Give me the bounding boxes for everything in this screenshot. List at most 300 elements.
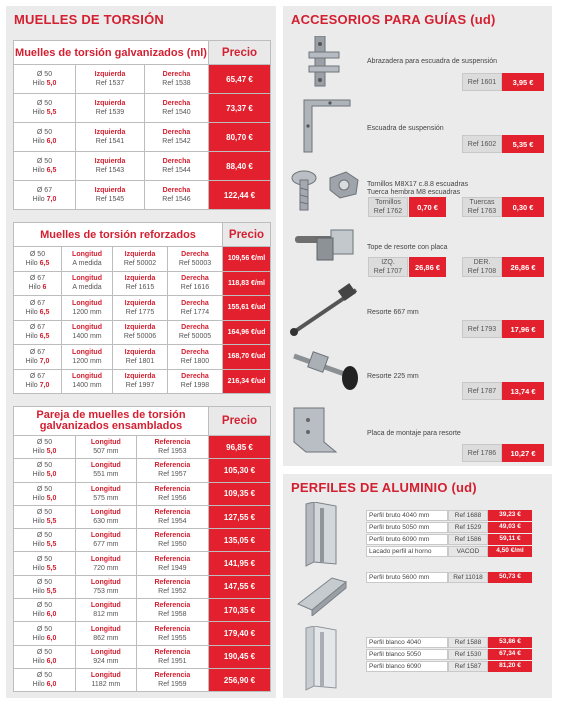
right-ref: Ref 1546 <box>162 196 191 203</box>
ref-cell <box>136 575 208 598</box>
right-ref-cell <box>167 320 222 345</box>
wire-label: Hilo <box>32 196 45 203</box>
wire-value: 5,5 <box>46 564 57 572</box>
left-ref-cell <box>113 320 168 345</box>
ref-value: Ref 1955 <box>158 634 187 642</box>
ref-label: DER. <box>473 259 491 266</box>
diameter-cell <box>14 668 76 691</box>
accessory-ref-nuts <box>462 197 502 217</box>
length-value: 1400 mm <box>72 382 102 390</box>
diameter: Ø 50 <box>36 129 53 136</box>
price-cell: 179,40 € <box>209 622 271 645</box>
ref-value: Ref 1958 <box>158 611 187 619</box>
spring-stop-image <box>293 228 361 268</box>
length-cell <box>76 575 137 598</box>
table-row <box>14 271 271 296</box>
table-header: Muelles de torsión galvanizados (ml) <box>14 41 209 65</box>
bolts-nuts-image <box>290 168 362 214</box>
profile-name: Perfil bruto 5600 mm <box>366 572 448 583</box>
wire-value: 6,0 <box>46 138 57 145</box>
price-cell: 118,83 €/ml <box>223 271 271 296</box>
profile-row <box>366 510 532 521</box>
right-label: Derecha <box>181 275 209 283</box>
ref-cell <box>136 599 208 622</box>
wire-value: 5,5 <box>46 109 57 116</box>
table-row <box>14 459 271 482</box>
length-label: Longitud <box>90 672 121 680</box>
left-ref: Ref 1539 <box>95 109 125 116</box>
length-cell <box>76 436 137 459</box>
diameter-cell <box>14 271 62 296</box>
accessory-label-2: Tuerca hembra M8 escuadras <box>367 189 461 196</box>
accessory-ref: Ref 1786 <box>462 444 502 462</box>
diameter-cell <box>14 436 76 459</box>
left-ref: Ref 1801 <box>125 357 155 365</box>
table-row <box>14 152 271 181</box>
price-cell: 256,90 € <box>209 668 271 691</box>
accessory-price: 5,35 € <box>502 135 544 153</box>
diameter: Ø 67 <box>29 348 46 356</box>
ref-value: Ref 1708 <box>467 268 497 275</box>
left-ref: Ref 1543 <box>95 167 125 174</box>
length-cell <box>76 668 137 691</box>
wire-label: Hilo <box>32 587 45 595</box>
price-header: Precio <box>209 407 271 436</box>
length-value: 1400 mm <box>72 333 102 341</box>
left-ref-cell <box>76 65 145 94</box>
mounting-plate-image <box>292 406 338 456</box>
table-row <box>14 529 271 552</box>
table-row <box>14 436 271 459</box>
accessory-label: Tornillos M8X17 c.8.8 escuadras <box>367 181 469 188</box>
profile-ref: Ref 11018 <box>448 572 488 583</box>
diameter: Ø 50 <box>36 625 53 633</box>
table-row <box>14 505 271 528</box>
accessory-label: Abrazadera para escuadra de suspensión <box>367 58 497 65</box>
ref-label: Referencia <box>154 555 191 563</box>
diameter: Ø 50 <box>29 250 46 258</box>
wire-value: 7,0 <box>46 196 57 203</box>
diameter-cell <box>14 320 62 345</box>
price-cell: 105,30 € <box>209 459 271 482</box>
length-label: Longitud <box>90 602 121 610</box>
length-label: Longitud <box>90 439 121 447</box>
diameter: Ø 50 <box>36 509 53 517</box>
wire-value: 6,0 <box>46 657 57 665</box>
section-title: MUELLES DE TORSIÓN <box>14 12 164 27</box>
right-ref: Ref 1538 <box>162 80 191 87</box>
wire-value: 6,5 <box>39 333 50 341</box>
length-value: 753 mm <box>93 587 119 595</box>
wire-label: Hilo <box>25 259 38 267</box>
wire-value: 6 <box>42 284 47 292</box>
accessory-ref-bolts <box>368 197 408 217</box>
wire-label: Hilo <box>32 109 45 116</box>
right-ref: Ref 1998 <box>180 382 210 390</box>
wire-label: Hilo <box>32 138 45 145</box>
table-row <box>14 320 271 345</box>
accessory-ref-left <box>368 257 408 277</box>
profile-name: Perfil blanco 4040 <box>366 637 448 648</box>
length-label: Longitud <box>72 275 102 283</box>
left-label: Izquierda <box>124 373 156 381</box>
left-ref-cell <box>113 369 168 394</box>
profile-name: Perfil bruto 4040 mm <box>366 510 448 521</box>
price-header: Precio <box>209 41 271 65</box>
ref-cell <box>136 482 208 505</box>
wire-value: 6,5 <box>46 167 57 174</box>
wire-label: Hilo <box>32 448 45 456</box>
left-label: Izquierda <box>124 275 156 283</box>
length-value: 551 mm <box>93 471 119 479</box>
diameter-cell <box>14 181 76 210</box>
length-cell <box>62 369 113 394</box>
right-ref-cell <box>145 181 209 210</box>
diameter-cell <box>14 459 76 482</box>
accessory-price: 26,86 € <box>409 257 446 277</box>
profile-name: Perfil bruto 5050 mm <box>366 522 448 533</box>
ref-value: Ref 1763 <box>467 208 497 215</box>
right-ref-cell <box>167 296 222 321</box>
right-ref: Ref 50005 <box>178 333 212 341</box>
accessory-price: 0,70 € <box>409 197 446 217</box>
diameter: Ø 67 <box>29 299 46 307</box>
right-ref: Ref 1800 <box>180 357 210 365</box>
accessory-label: Tope de resorte con placa <box>367 244 448 251</box>
wire-value: 5,0 <box>46 448 57 456</box>
ref-label: Tuercas <box>469 199 495 206</box>
left-ref-cell <box>76 152 145 181</box>
ref-value: Ref 1957 <box>158 471 187 479</box>
left-label: Izquierda <box>124 250 156 258</box>
left-ref-cell <box>113 296 168 321</box>
right-label: Derecha <box>162 129 191 136</box>
diameter: Ø 67 <box>29 275 46 283</box>
profile-price: 81,20 € <box>488 661 532 672</box>
diameter: Ø 50 <box>36 672 53 680</box>
ref-value: Ref 1707 <box>373 268 403 275</box>
profile-name: Perfil blanco 5050 <box>366 649 448 660</box>
length-cell <box>62 345 113 370</box>
wire-label: Hilo <box>25 357 38 365</box>
ref-label: Tornillos <box>375 199 401 206</box>
length-cell <box>76 482 137 505</box>
spring-667-image <box>288 282 364 338</box>
price-cell: 147,55 € <box>209 575 271 598</box>
table-row <box>14 345 271 370</box>
ref-cell <box>136 529 208 552</box>
ref-cell <box>136 622 208 645</box>
diameter-cell <box>14 65 76 94</box>
wire-value: 5,5 <box>46 518 57 526</box>
diameter-cell <box>14 529 76 552</box>
length-label: Longitud <box>72 324 102 332</box>
accessory-price: 10,27 € <box>502 444 544 462</box>
diameter-cell <box>14 552 76 575</box>
price-cell: 135,05 € <box>209 529 271 552</box>
spring-225-image <box>290 348 364 396</box>
length-value: 1200 mm <box>72 308 102 316</box>
ref-label: IZQ. <box>381 259 395 266</box>
diameter-cell <box>14 482 76 505</box>
section-title: ACCESORIOS PARA GUÍAS (ud) <box>291 12 496 27</box>
right-ref-cell <box>167 271 222 296</box>
length-value: 924 mm <box>93 657 119 665</box>
accessory-ref: Ref 1601 <box>462 73 502 91</box>
length-cell <box>62 320 113 345</box>
diameter: Ø 50 <box>36 648 53 656</box>
length-label: Longitud <box>72 299 102 307</box>
profile-price: 4,50 €/ml <box>488 546 532 557</box>
accessory-ref: Ref 1793 <box>462 320 502 338</box>
profile-price: 49,03 € <box>488 522 532 533</box>
section-title: PERFILES DE ALUMINIO (ud) <box>291 480 477 495</box>
length-label: Longitud <box>72 373 102 381</box>
ref-value: Ref 1951 <box>158 657 187 665</box>
ref-label: Referencia <box>154 485 191 493</box>
profile-name: Perfil blanco 6090 <box>366 661 448 672</box>
profile-row <box>366 637 532 648</box>
table-row <box>14 247 271 272</box>
diameter: Ø 50 <box>36 555 53 563</box>
diameter-cell <box>14 505 76 528</box>
wire-label: Hilo <box>32 681 45 689</box>
wire-label: Hilo <box>32 80 45 87</box>
ref-label: Referencia <box>154 532 191 540</box>
wire-value: 7,0 <box>39 357 50 365</box>
left-label: Izquierda <box>124 324 156 332</box>
length-cell <box>76 552 137 575</box>
diameter-cell <box>14 575 76 598</box>
wire-value: 6,0 <box>46 611 57 619</box>
length-label: Longitud <box>90 555 121 563</box>
diameter: Ø 50 <box>36 439 53 447</box>
length-label: Longitud <box>90 509 121 517</box>
diameter: Ø 50 <box>36 485 53 493</box>
length-value: 862 mm <box>93 634 119 642</box>
length-label: Longitud <box>90 485 121 493</box>
accessory-label: Placa de montaje para resorte <box>367 430 461 437</box>
right-label: Derecha <box>181 299 209 307</box>
profile-name: Lacado perfil al horno <box>366 546 448 557</box>
left-ref-cell <box>76 94 145 123</box>
wire-label: Hilo <box>32 494 45 502</box>
left-ref-cell <box>76 181 145 210</box>
profile-price: 50,73 € <box>488 572 532 583</box>
length-cell <box>62 296 113 321</box>
profile-row <box>366 649 532 660</box>
ref-label: Referencia <box>154 509 191 517</box>
ref-label: Referencia <box>154 462 191 470</box>
ref-cell <box>136 668 208 691</box>
length-cell <box>76 599 137 622</box>
left-ref: Ref 1545 <box>95 196 125 203</box>
table-row <box>14 645 271 668</box>
diameter-cell <box>14 247 62 272</box>
diameter: Ø 50 <box>36 462 53 470</box>
wire-value: 6,5 <box>39 308 50 316</box>
length-label: Longitud <box>90 462 121 470</box>
length-value: 677 mm <box>93 541 119 549</box>
wire-value: 6,0 <box>46 634 57 642</box>
price-cell: 190,45 € <box>209 645 271 668</box>
wire-label: Hilo <box>32 564 45 572</box>
length-label: Longitud <box>90 532 121 540</box>
length-cell <box>62 247 113 272</box>
wire-label: Hilo <box>32 541 45 549</box>
left-label: Izquierda <box>94 129 126 136</box>
profile-image-5600 <box>296 574 348 616</box>
profile-row <box>366 522 532 533</box>
right-ref-cell <box>145 65 209 94</box>
right-ref-cell <box>145 123 209 152</box>
ref-value: Ref 1953 <box>158 448 187 456</box>
price-cell: 73,37 € <box>209 94 271 123</box>
price-cell: 216,34 €/ud <box>223 369 271 394</box>
ref-label: Referencia <box>154 578 191 586</box>
length-cell <box>76 459 137 482</box>
right-ref: Ref 1540 <box>162 109 191 116</box>
wire-label: Hilo <box>32 634 45 642</box>
diameter: Ø 50 <box>36 71 53 78</box>
price-cell: 109,56 €/ml <box>223 247 271 272</box>
accessory-label: Escuadra de suspensión <box>367 125 444 132</box>
table-row <box>14 622 271 645</box>
suspension-bracket-image <box>300 96 352 154</box>
bracket-clamp-image <box>303 36 345 88</box>
diameter-cell <box>14 152 76 181</box>
right-ref-cell <box>145 152 209 181</box>
price-cell: 155,61 €/ud <box>223 296 271 321</box>
price-header: Precio <box>223 223 271 247</box>
left-ref: Ref 1997 <box>125 382 155 390</box>
accessory-price: 26,86 € <box>502 257 544 277</box>
price-cell: 88,40 € <box>209 152 271 181</box>
length-label: Longitud <box>72 348 102 356</box>
wire-label: Hilo <box>32 518 45 526</box>
ref-value: Ref 1949 <box>158 564 187 572</box>
left-ref: Ref 1541 <box>95 138 125 145</box>
diameter: Ø 50 <box>36 532 53 540</box>
left-label: Izquierda <box>94 71 126 78</box>
diameter: Ø 50 <box>36 578 53 586</box>
wire-label: Hilo <box>25 308 38 316</box>
diameter: Ø 67 <box>29 324 46 332</box>
wire-label: Hilo <box>28 284 41 292</box>
profile-image-raw <box>296 502 344 568</box>
accessory-label: Resorte 667 mm <box>367 309 419 316</box>
length-value: 507 mm <box>93 448 119 456</box>
wire-label: Hilo <box>32 471 45 479</box>
ref-label: Referencia <box>154 602 191 610</box>
right-ref-cell <box>167 345 222 370</box>
price-cell: 96,85 € <box>209 436 271 459</box>
wire-value: 5,5 <box>46 587 57 595</box>
right-ref: Ref 1544 <box>162 167 191 174</box>
left-ref: Ref 50002 <box>123 259 157 267</box>
ref-value: Ref 1762 <box>373 208 403 215</box>
length-value: 1182 mm <box>91 681 121 689</box>
length-value: 812 mm <box>93 611 119 619</box>
diameter-cell <box>14 645 76 668</box>
length-cell <box>76 622 137 645</box>
ref-label: Referencia <box>154 672 191 680</box>
profile-price: 59,11 € <box>488 534 532 545</box>
right-label: Derecha <box>181 348 209 356</box>
ref-value: Ref 1954 <box>158 518 187 526</box>
right-label: Derecha <box>181 373 209 381</box>
wire-label: Hilo <box>25 333 38 341</box>
length-value: A medida <box>72 284 102 292</box>
right-ref: Ref 1774 <box>180 308 210 316</box>
left-ref-cell <box>113 247 168 272</box>
right-label: Derecha <box>162 158 191 165</box>
left-ref: Ref 1775 <box>125 308 155 316</box>
profile-image-white <box>296 626 344 692</box>
diameter-cell <box>14 123 76 152</box>
length-label: Longitud <box>90 625 121 633</box>
profile-ref: Ref 1530 <box>448 649 488 660</box>
wire-label: Hilo <box>32 657 45 665</box>
accessory-ref: Ref 1602 <box>462 135 502 153</box>
left-ref-cell <box>76 123 145 152</box>
profile-row <box>366 661 532 672</box>
length-value: 1200 mm <box>72 357 102 365</box>
price-cell: 170,35 € <box>209 599 271 622</box>
left-ref-cell <box>113 345 168 370</box>
price-cell: 127,55 € <box>209 505 271 528</box>
length-label: Longitud <box>72 250 102 258</box>
ref-label: Referencia <box>154 648 191 656</box>
price-cell: 141,95 € <box>209 552 271 575</box>
profile-price: 39,23 € <box>488 510 532 521</box>
wire-value: 5,0 <box>46 494 57 502</box>
table-header: Muelles de torsión reforzados <box>14 223 223 247</box>
right-label: Derecha <box>162 71 191 78</box>
torsion-springs-panel <box>6 6 276 698</box>
table-row <box>14 123 271 152</box>
length-cell <box>76 529 137 552</box>
right-label: Derecha <box>162 187 191 194</box>
left-label: Izquierda <box>94 158 126 165</box>
length-value: 575 mm <box>93 494 119 502</box>
accessory-ref-right <box>462 257 502 277</box>
table-row <box>14 668 271 691</box>
price-cell: 80,70 € <box>209 123 271 152</box>
right-ref-cell <box>167 369 222 394</box>
table-row <box>14 94 271 123</box>
ref-label: Referencia <box>154 439 191 447</box>
right-label: Derecha <box>162 100 191 107</box>
assembled-springs-table <box>13 406 271 692</box>
diameter: Ø 50 <box>36 602 53 610</box>
length-label: Longitud <box>90 648 121 656</box>
ref-value: Ref 1959 <box>158 681 187 689</box>
right-ref: Ref 1616 <box>180 284 210 292</box>
table-header: Pareja de muelles de torsión galvanizados ensamblados <box>14 407 209 436</box>
accessory-price: 13,74 € <box>502 382 544 400</box>
ref-value: Ref 1956 <box>158 494 187 502</box>
table-row <box>14 369 271 394</box>
length-value: 630 mm <box>93 518 119 526</box>
left-ref: Ref 50006 <box>123 333 157 341</box>
diameter-cell <box>14 296 62 321</box>
price-cell: 122,44 € <box>209 181 271 210</box>
diameter-cell <box>14 369 62 394</box>
wire-label: Hilo <box>32 167 45 174</box>
length-cell <box>76 505 137 528</box>
left-label: Izquierda <box>94 100 126 107</box>
